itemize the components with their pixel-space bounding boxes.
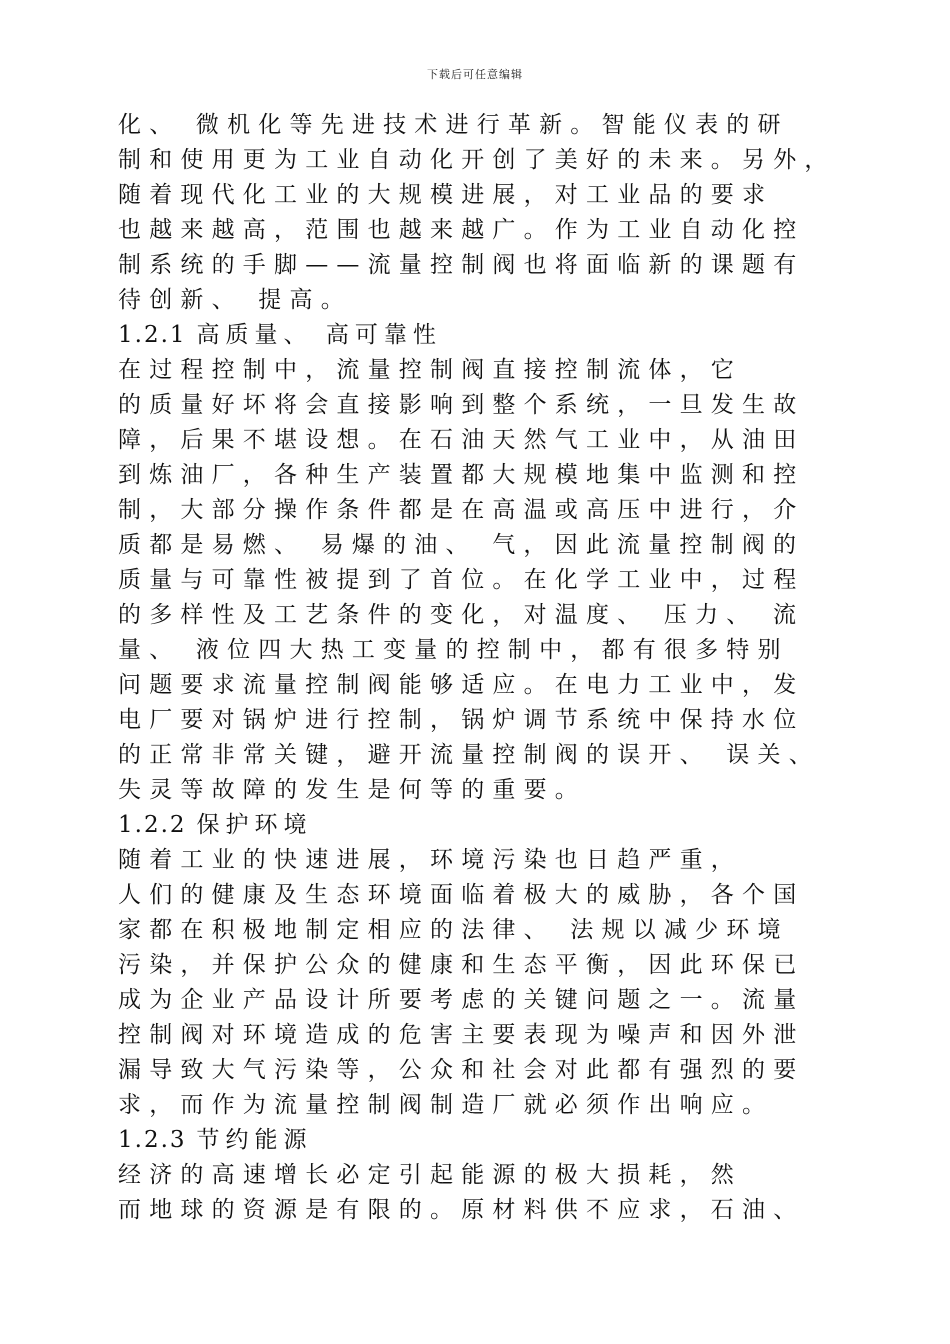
text-line: 求，而作为流量控制阀制造厂就必须作出响应。 (118, 1092, 774, 1118)
text-line: 成为企业产品设计所要考虑的关键问题之一。流量 (118, 987, 805, 1013)
section-title: 保护环境 (196, 812, 313, 838)
section-heading (118, 318, 878, 353)
page-header: 下载后可任意编辑 (427, 68, 523, 81)
text-line: 在过程控制中，流量控制阀直接控制流体，它 (118, 357, 742, 383)
text-line: 制系统的手脚——流量控制阀也将面临新的课题有 (118, 252, 805, 278)
text-line: 质都是易燃、 易爆的油、 气，因此流量控制阀的 (118, 532, 805, 558)
section-heading (118, 808, 878, 843)
text-line: 也越来越高，范围也越来越广。作为工业自动化控 (118, 217, 805, 243)
text-line: 障，后果不堪设想。在石油天然气工业中，从油田 (118, 427, 805, 453)
text-line: 的质量好坏将会直接影响到整个系统，一旦发生故 (118, 392, 805, 418)
text-line: 控制阀对环境造成的危害主要表现为噪声和因外泄 (118, 1022, 805, 1048)
section-number: 1.2.2 (118, 812, 187, 838)
document-body (118, 108, 878, 1228)
section-heading (118, 1123, 878, 1158)
text-line: 失灵等故障的发生是何等的重要。 (118, 777, 586, 803)
text-line: 的多样性及工艺条件的变化，对温度、 压力、 流 (118, 602, 805, 628)
text-line: 而地球的资源是有限的。原材料供不应求，石油、 (118, 1197, 805, 1223)
text-line: 化、 微机化等先进技术进行革新。智能仪表的研 (118, 112, 789, 138)
text-line: 家都在积极地制定相应的法律、 法规以减少环境 (118, 917, 789, 943)
section-number: 1.2.3 (118, 1127, 187, 1153)
text-line: 质量与可靠性被提到了首位。在化学工业中，过程 (118, 567, 805, 593)
text-line: 问题要求流量控制阀能够适应。在电力工业中，发 (118, 672, 805, 698)
text-line: 量、 液位四大热工变量的控制中，都有很多特别 (118, 637, 789, 663)
section-title: 节约能源 (196, 1127, 313, 1153)
text-line: 污染，并保护公众的健康和生态平衡，因此环保已 (118, 952, 805, 978)
text-line: 制和使用更为工业自动化开创了美好的未来。另外， (118, 147, 836, 173)
text-line: 待创新、 提高。 (118, 287, 352, 313)
text-line: 随着现代化工业的大规模进展，对工业品的要求 (118, 182, 774, 208)
text-line: 经济的高速增长必定引起能源的极大损耗，然 (118, 1162, 742, 1188)
text-line: 人们的健康及生态环境面临着极大的威胁，各个国 (118, 882, 805, 908)
text-line: 电厂要对锅炉进行控制，锅炉调节系统中保持水位 (118, 707, 805, 733)
text-line: 漏导致大气污染等，公众和社会对此都有强烈的要 (118, 1057, 805, 1083)
section-number: 1.2.1 (118, 322, 187, 348)
text-line: 到炼油厂，各种生产装置都大规模地集中监测和控 (118, 462, 805, 488)
text-line: 制，大部分操作条件都是在高温或高压中进行，介 (118, 497, 805, 523)
text-line: 随着工业的快速进展，环境污染也日趋严重， (118, 847, 742, 873)
section-title: 高质量、 高可靠性 (196, 322, 442, 348)
text-line: 的正常非常关键，避开流量控制阀的误开、 误关、 (118, 742, 820, 768)
